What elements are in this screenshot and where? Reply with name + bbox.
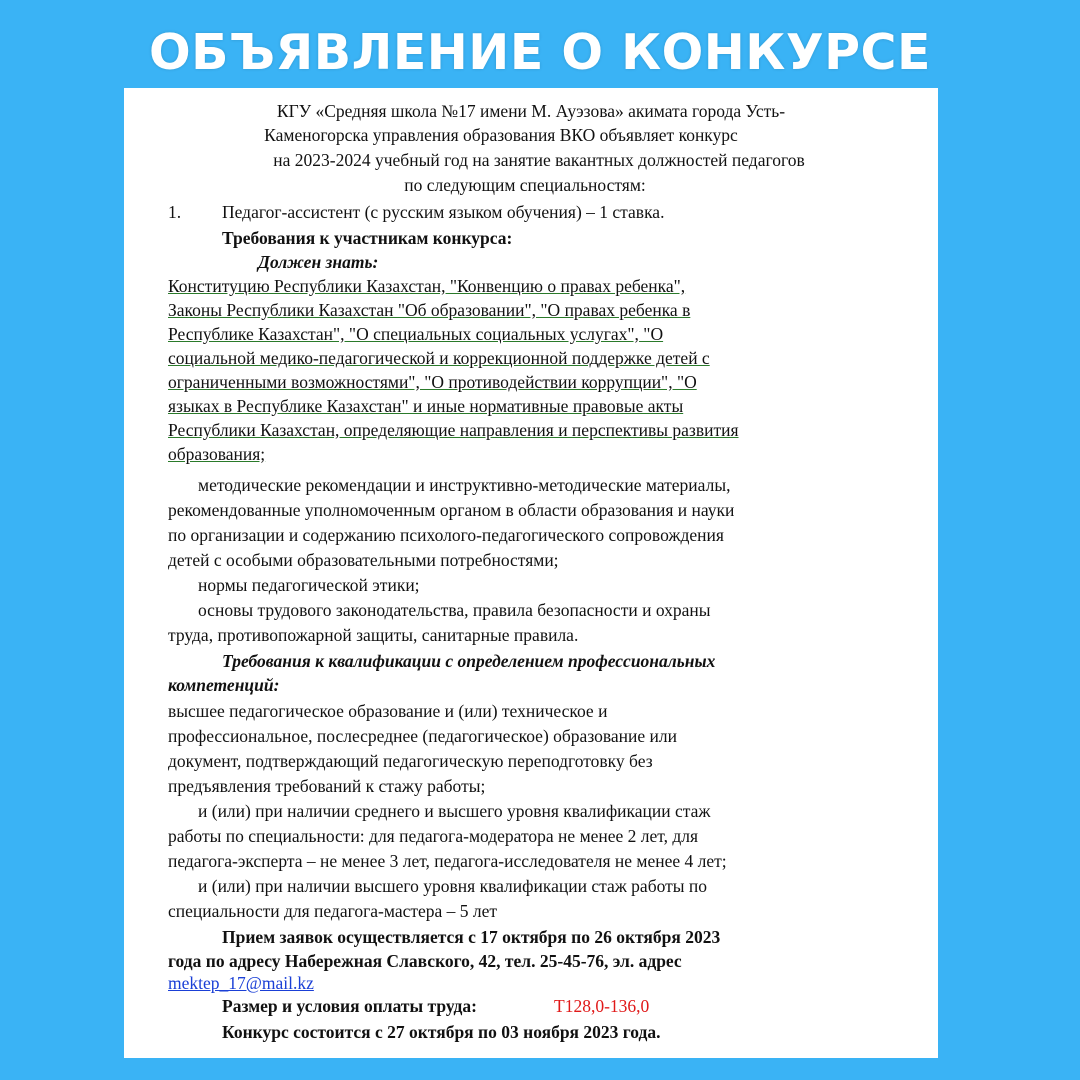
salary-label: Размер и условия оплаты труда:: [222, 996, 477, 1016]
announcement-document: [124, 88, 938, 1058]
qualification-title: Требования к квалификации с определением профессиональных: [222, 651, 716, 671]
qualification-title: компетенций:: [168, 675, 280, 695]
laws-line: Республике Казахстан", "О специальных социальных услугах", "О: [168, 324, 664, 344]
ethics-line: нормы педагогической этики;: [198, 575, 420, 595]
laws-line: языках в Республике Казахстан" и иные нормативные правовые акты: [168, 396, 684, 416]
header-line: на 2023-2024 учебный год на занятие вакантных должностей педагогов: [273, 150, 805, 170]
requirements-title: Требования к участникам конкурса:: [222, 228, 513, 248]
laws-line: Конституцию Республики Казахстан, "Конвенцию о правах ребенка",: [168, 276, 686, 296]
vacancy-item: Педагог-ассистент (с русским языком обучения) – 1 ставка.: [222, 202, 665, 222]
experience-line: и (или) при наличии среднего и высшего уровня квалификации стаж: [198, 801, 711, 821]
methods-line: детей с особыми образовательными потребностями;: [168, 550, 559, 570]
item-number: 1.: [168, 202, 182, 222]
announcement-banner: ОБЪЯВЛЕНИЕ О КОНКУРСЕ: [149, 24, 931, 81]
laws-line: Республики Казахстан, определяющие направления и перспективы развития: [168, 420, 739, 440]
header-line: КГУ «Средняя школа №17 имени М. Ауэзова» акимата города Усть-: [276, 101, 786, 121]
qualification-line: высшее педагогическое образование и (или) техническое и: [168, 701, 608, 721]
laws-line: Законы Республики Казахстан "Об образовании", "О правах ребенка в: [168, 300, 691, 320]
experience-line: работы по специальности: для педагога-модератора не менее 2 лет, для: [168, 826, 699, 846]
laws-line: образования;: [168, 444, 266, 464]
email-link[interactable]: mektep_17@mail.kz: [168, 973, 314, 993]
qualification-line: профессиональное, послесреднее (педагогическое) образование или: [168, 726, 678, 746]
laws-line: ограниченными возможностями", "О противодействии коррупции", "О: [168, 372, 697, 392]
methods-line: методические рекомендации и инструктивно-методические материалы,: [198, 475, 731, 495]
header-line: Каменогорска управления образования ВКО объявляет конкурс: [264, 125, 738, 145]
header-line: по следующим специальностям:: [404, 175, 646, 195]
methods-line: рекомендованные уполномоченным органом в области образования и науки: [168, 500, 735, 520]
experience-line: и (или) при наличии высшего уровня квалификации стаж работы по: [198, 876, 708, 896]
contest-dates: Конкурс состоится с 27 октября по 03 ноября 2023 года.: [222, 1022, 661, 1042]
labor-line: основы трудового законодательства, правила безопасности и охраны: [198, 600, 711, 620]
application-line: года по адресу Набережная Славского, 42, тел. 25-45-76, эл. адрес: [168, 951, 682, 971]
labor-line: труда, противопожарной защиты, санитарные правила.: [168, 625, 579, 645]
experience-line: педагога-эксперта – не менее 3 лет, педагога-исследователя не менее 4 лет;: [168, 851, 727, 871]
must-know-title: Должен знать:: [258, 252, 379, 272]
laws-line: социальной медико-педагогической и коррекционной поддержке детей с: [168, 348, 710, 368]
qualification-line: документ, подтверждающий педагогическую переподготовку без: [168, 751, 653, 771]
experience-line: специальности для педагога-мастера – 5 лет: [168, 901, 498, 921]
salary-value: Т128,0-136,0: [554, 996, 650, 1016]
application-line: Прием заявок осуществляется с 17 октября по 26 октября 2023: [222, 927, 721, 947]
methods-line: по организации и содержанию психолого-педагогического сопровождения: [168, 525, 724, 545]
qualification-line: предъявления требований к стажу работы;: [168, 776, 486, 796]
